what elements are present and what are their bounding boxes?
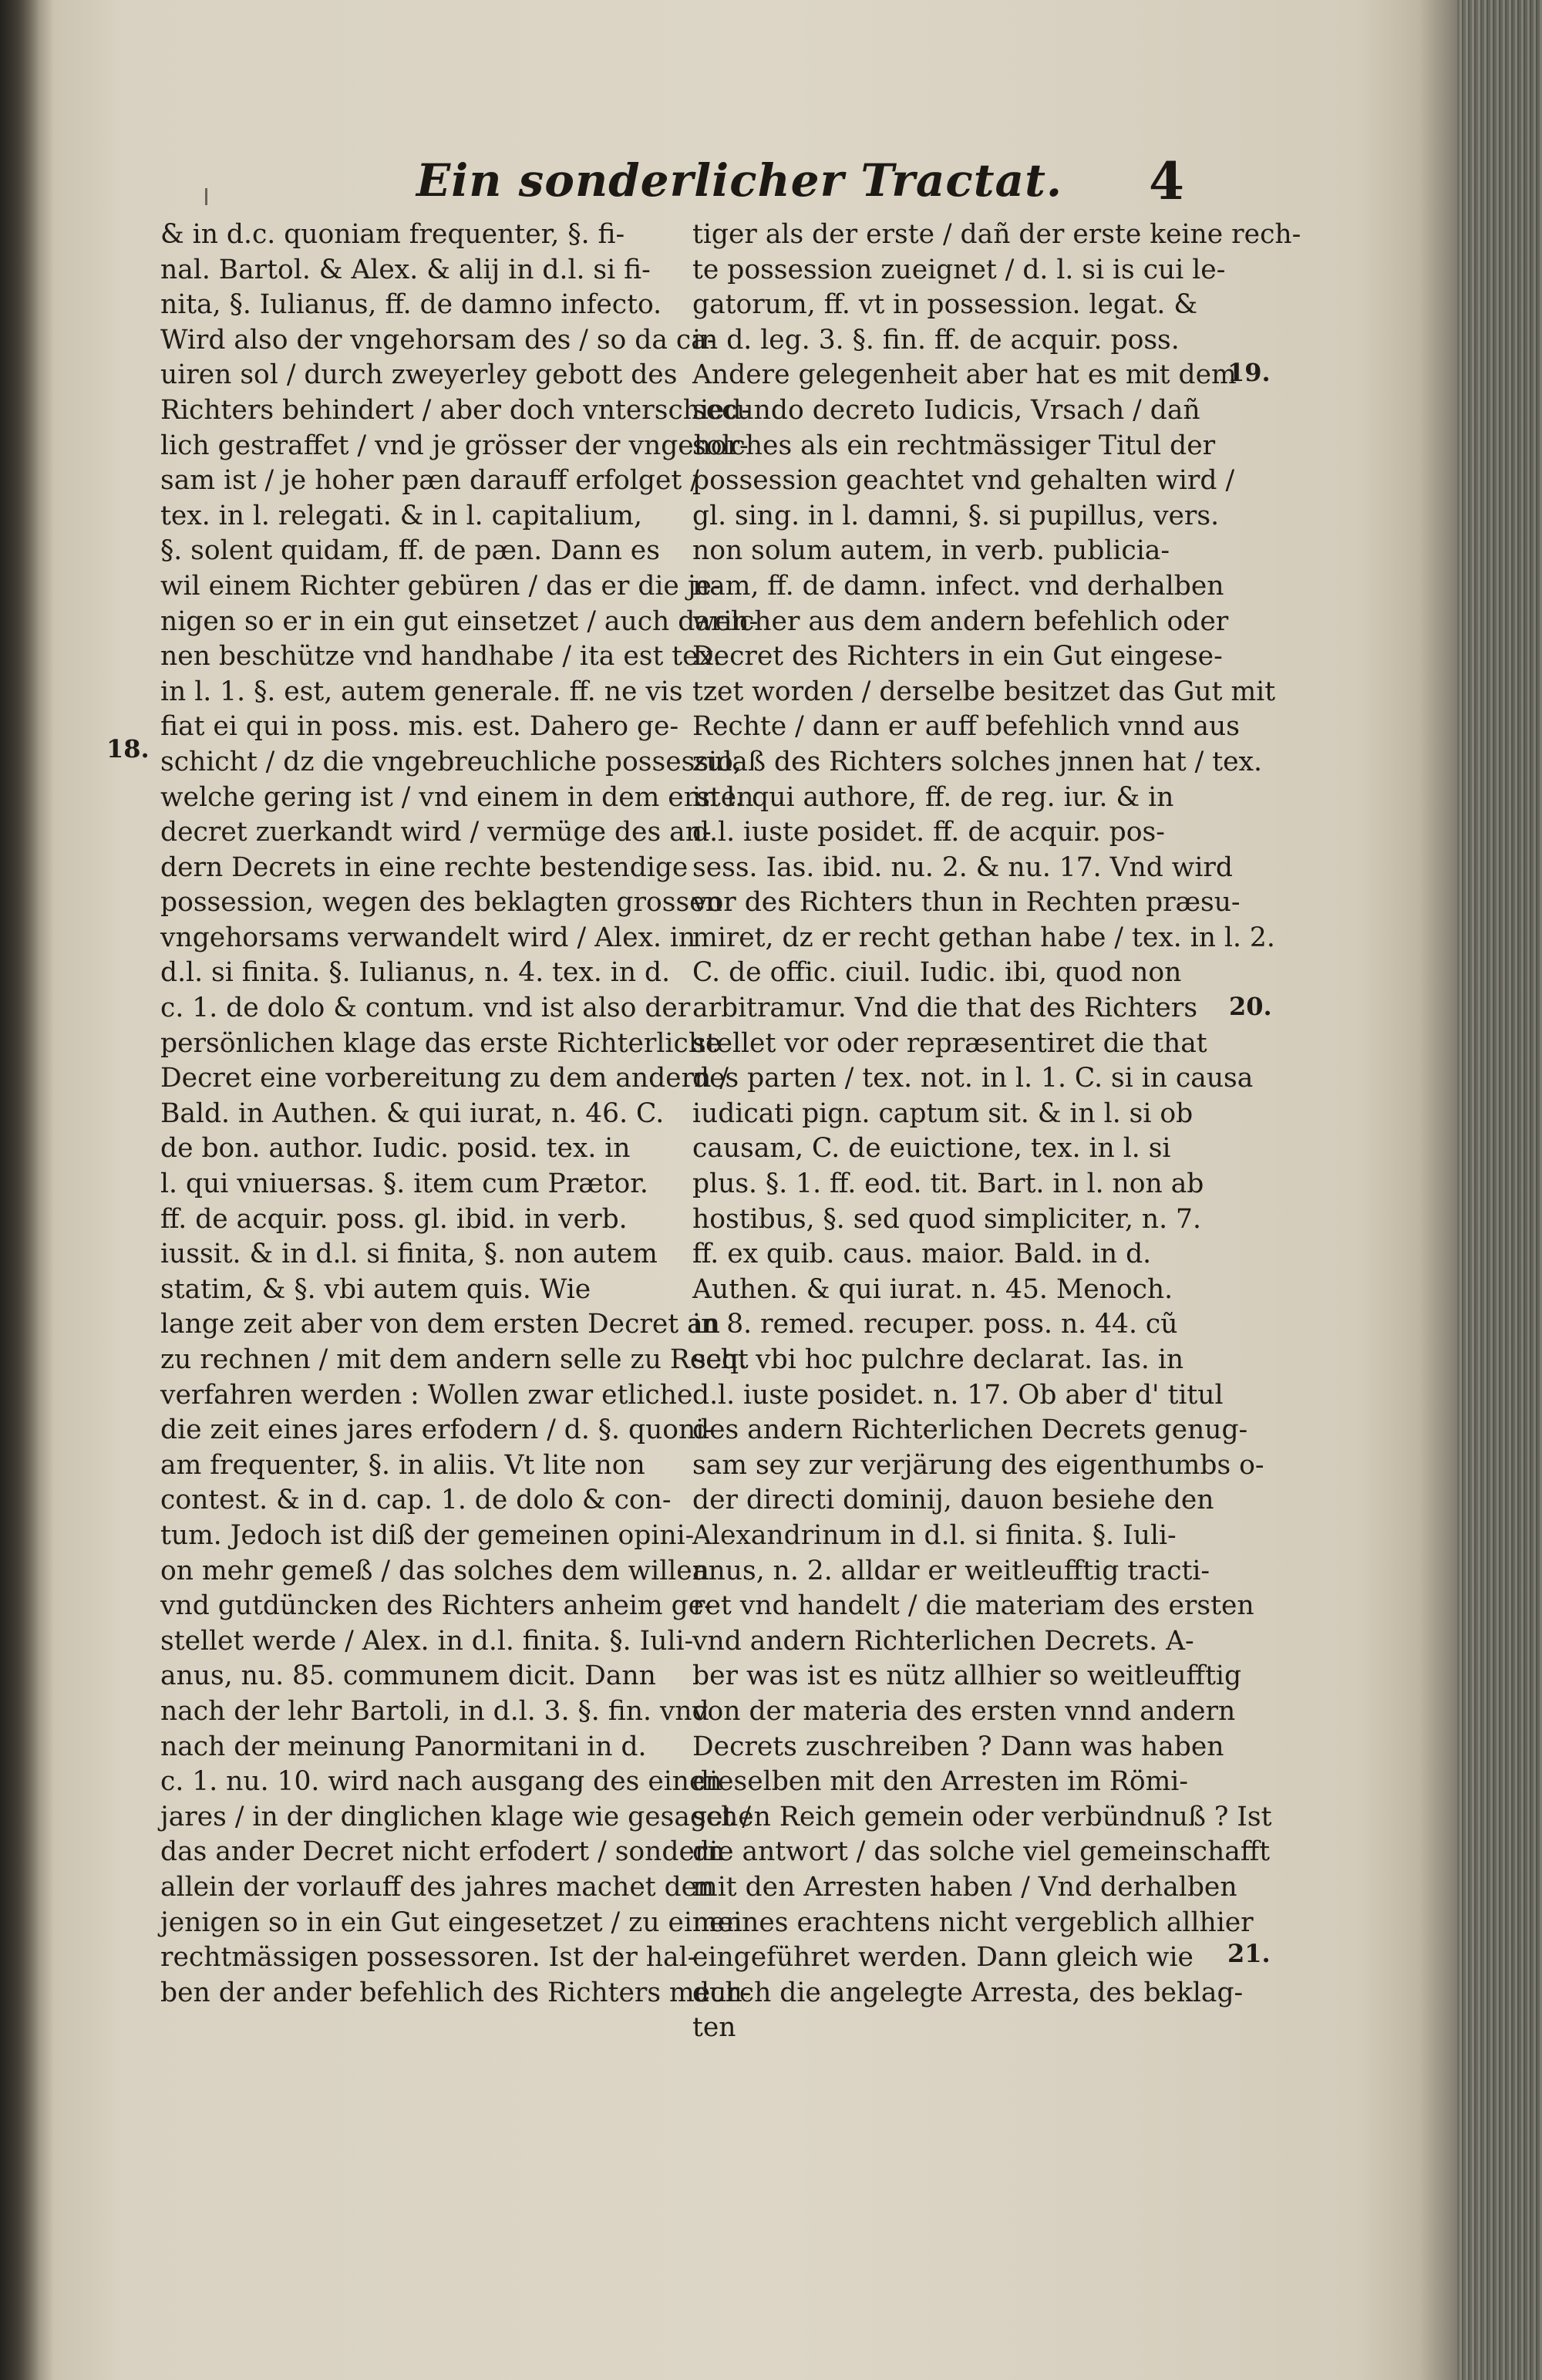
text-line: wil einem Richter gebüren / das er die je- [160,570,721,602]
text-line: am frequenter, §. in aliis. Vt lite non [160,1449,645,1481]
text-line: possession, wegen des beklagten grossen [160,887,722,919]
text-line: zulaß des Richters solches jnnen hat / tex. [692,746,1262,777]
text-line: vngehorsams verwandelt wird / Alex. in [160,922,696,953]
text-line: anus, nu. 85. communem dicit. Dann [160,1660,656,1692]
text-line: schen Reich gemein oder verbündnuß ? Ist [692,1801,1272,1832]
text-line: contest. & in d. cap. 1. de dolo & con- [160,1485,672,1516]
text-line: vor des Richters thun in Rechten præsu- [692,887,1241,919]
text-line: d.l. iuste posidet. ff. de acquir. pos- [692,817,1165,848]
text-line: vnd gutdüncken des Richters anheim ge- [160,1590,713,1622]
book-page [54,0,1457,2380]
ink-mark [205,188,207,205]
text-line: decret zuerkandt wird / vermüge des an- [160,817,712,848]
text-line: uiren sol / durch zweyerley gebott des [160,359,678,391]
margin-number: 21. [1227,1939,1271,1968]
text-line: in l. qui authore, ff. de reg. iur. & in [692,781,1174,813]
text-line: de bon. author. Iudic. posid. tex. in [160,1133,631,1165]
text-line: Richters behindert / aber doch vnterschied- [160,394,751,426]
text-line: das ander Decret nicht erfodert / sondern [160,1836,725,1868]
text-line: Wird also der vngehorsam des / so da ca- [160,324,716,356]
gutter-shadow [0,0,54,2380]
text-line: tzet worden / derselbe besitzet das Gut mit [692,676,1276,707]
text-line: dern Decrets in eine rechte bestendige [160,851,689,883]
text-line: nam, ff. de damn. infect. vnd derhalben [692,570,1224,602]
text-line: gl. sing. in l. damni, §. si pupillus, vers. [692,500,1220,531]
text-line: & in d.c. quoniam frequenter, §. fi- [160,219,625,250]
text-line: Decrets zuschreiben ? Dann was haben [692,1731,1224,1762]
text-line: Authen. & qui iurat. n. 45. Menoch. [692,1273,1173,1305]
text-line: ten [692,2012,736,2044]
margin-number: 20. [1229,992,1272,1021]
text-line: vnd andern Richterlichen Decrets. A- [692,1625,1194,1657]
text-line: meines erachtens nicht vergeblich allhier [692,1906,1254,1938]
text-line: seq. vbi hoc pulchre declarat. Ias. in [692,1344,1184,1375]
text-line: anus, n. 2. alldar er weitleufftig tracti- [692,1555,1210,1586]
text-line: ff. ex quib. caus. maior. Bald. in d. [692,1239,1152,1270]
text-line: ben der ander befehlich des Richters mech- [160,1977,752,2008]
text-line: lich gestraffet / vnd je grösser der vngehor- [160,430,749,461]
text-line: plus. §. 1. ff. eod. tit. Bart. in l. non ab [692,1168,1204,1200]
margin-number: 19. [1227,358,1271,387]
text-line: dieselben mit den Arresten im Römi- [692,1766,1189,1798]
text-line: nal. Bartol. & Alex. & alij in d.l. si fi- [160,254,651,285]
text-line: C. de offic. ciuil. Iudic. ibi, quod non [692,957,1182,989]
left-column [160,217,759,2011]
text-line: der directi dominij, dauon besiehe den [692,1485,1214,1516]
text-line: zu rechnen / mit dem andern selle zu Recht [160,1344,749,1375]
text-line: nach der meinung Panormitani in d. [160,1731,647,1762]
text-line: arbitramur. Vnd die that des Richters [692,993,1198,1024]
text-line: des parten / tex. not. in l. 1. C. si in causa [692,1063,1254,1094]
text-line: fiat ei qui in poss. mis. est. Dahero ge- [160,711,679,743]
text-line: nita, §. Iulianus, ff. de damno infecto. [160,289,662,321]
text-line: verfahren werden : Wollen zwar etliche [160,1379,693,1411]
text-line: ret vnd handelt / die materiam des ersten [692,1590,1254,1622]
page-edge-stack [1457,0,1542,2380]
text-line: schicht / dz die vngebreuchliche possessio, [160,746,742,777]
text-line: d.l. iuste posidet. n. 17. Ob aber d' titul [692,1379,1224,1411]
text-line: sam sey zur verjärung des eigenthumbs o- [692,1449,1264,1481]
text-line: nen beschütze vnd handhabe / ita est tex. [160,641,722,673]
text-line: stellet vor oder repræsentiret die that [692,1027,1207,1059]
text-line: in d. leg. 3. §. fin. ff. de acquir. poss. [692,324,1180,356]
text-line: jenigen so in ein Gut eingesetzet / zu einen [160,1906,742,1938]
running-head: Ein sonderlicher Tractat. [416,154,1063,207]
text-line: welche gering ist / vnd einem in dem ersten [160,781,754,813]
page-number: 4 [1149,151,1184,211]
text-line: sam ist / je hoher pæn darauff erfolget / [160,465,699,497]
text-line: c. 1. nu. 10. wird nach ausgang des einen [160,1766,722,1798]
text-line: statim, & §. vbi autem quis. Wie [160,1273,591,1305]
margin-number: 18. [106,734,150,764]
text-line: welcher aus dem andern befehlich oder [692,605,1229,637]
text-line: des andern Richterlichen Decrets genug- [692,1414,1248,1446]
text-line: §. solent quidam, ff. de pæn. Dann es [160,535,660,567]
text-line: nach der lehr Bartoli, in d.l. 3. §. fin. vnd [160,1695,709,1727]
text-line: Alexandrinum in d.l. si finita. §. Iuli- [692,1519,1177,1551]
text-line: Decret des Richters in ein Gut eingese- [692,641,1223,673]
text-line: rechtmässigen possessoren. Ist der hal- [160,1942,697,1974]
text-line: lange zeit aber von dem ersten Decret an [160,1309,720,1340]
text-line: in 8. remed. recuper. poss. n. 44. cũ [692,1309,1178,1340]
text-line: eingeführet werden. Dann gleich wie [692,1942,1194,1974]
text-line: gatorum, ff. vt in possession. legat. & [692,289,1198,321]
text-line: mit den Arresten haben / Vnd derhalben [692,1871,1237,1903]
text-line: l. qui vniuersas. §. item cum Prætor. [160,1168,648,1200]
text-line: die antwort / das solche viel gemeinschafft [692,1836,1271,1868]
text-line: Bald. in Authen. & qui iurat, n. 46. C. [160,1097,665,1129]
text-line: solches als ein rechtmässiger Titul der [692,430,1216,461]
text-line: tum. Jedoch ist diß der gemeinen opini- [160,1519,695,1551]
text-line: von der materia des ersten vnnd andern [692,1695,1236,1727]
text-line: Decret eine vorbereitung zu dem andern / [160,1063,729,1094]
text-line: c. 1. de dolo & contum. vnd ist also der [160,993,691,1024]
text-line: iudicati pign. captum sit. & in l. si ob [692,1097,1194,1129]
text-line: non solum autem, in verb. publicia- [692,535,1170,567]
text-line: ber was ist es nütz allhier so weitleufftig [692,1660,1242,1692]
text-line: secundo decreto Iudicis, Vrsach / dañ [692,394,1200,426]
text-line: iussit. & in d.l. si finita, §. non autem [160,1239,658,1270]
text-line: miret, dz er recht gethan habe / tex. in l. 2. [692,922,1275,953]
text-line: tiger als der erste / dañ der erste keine rech- [692,219,1301,250]
text-line: causam, C. de euictione, tex. in l. si [692,1133,1171,1165]
text-line: on mehr gemeß / das solches dem willen [160,1555,709,1586]
text-line: nigen so er in ein gut einsetzet / auch darin- [160,605,759,637]
text-line: ff. de acquir. poss. gl. ibid. in verb. [160,1203,628,1235]
text-line: allein der vorlauff des jahres machet den [160,1871,715,1903]
text-line: te possession zueignet / d. l. si is cui le- [692,254,1226,285]
text-line: jares / in der dinglichen klage wie gesaget / [160,1801,751,1832]
text-line: die zeit eines jares erfodern / d. §. quoni- [160,1414,713,1446]
text-line: Rechte / dann er auff befehlich vnnd aus [692,711,1240,743]
text-line: sess. Ias. ibid. nu. 2. & nu. 17. Vnd wird [692,851,1233,883]
text-line: durch die angelegte Arresta, des beklag- [692,1977,1244,2008]
text-line: tex. in l. relegati. & in l. capitalium, [160,500,642,531]
text-line: stellet werde / Alex. in d.l. finita. §. Iuli- [160,1625,694,1657]
text-line: persönlichen klage das erste Richterliche [160,1027,722,1059]
text-line: Andere gelegenheit aber hat es mit dem [692,359,1237,391]
text-line: possession geachtet vnd gehalten wird / [692,465,1235,497]
text-line: in l. 1. §. est, autem generale. ff. ne vis [160,676,683,707]
text-line: hostibus, §. sed quod simpliciter, n. 7. [692,1203,1201,1235]
text-line: d.l. si finita. §. Iulianus, n. 4. tex. in d. [160,957,671,989]
